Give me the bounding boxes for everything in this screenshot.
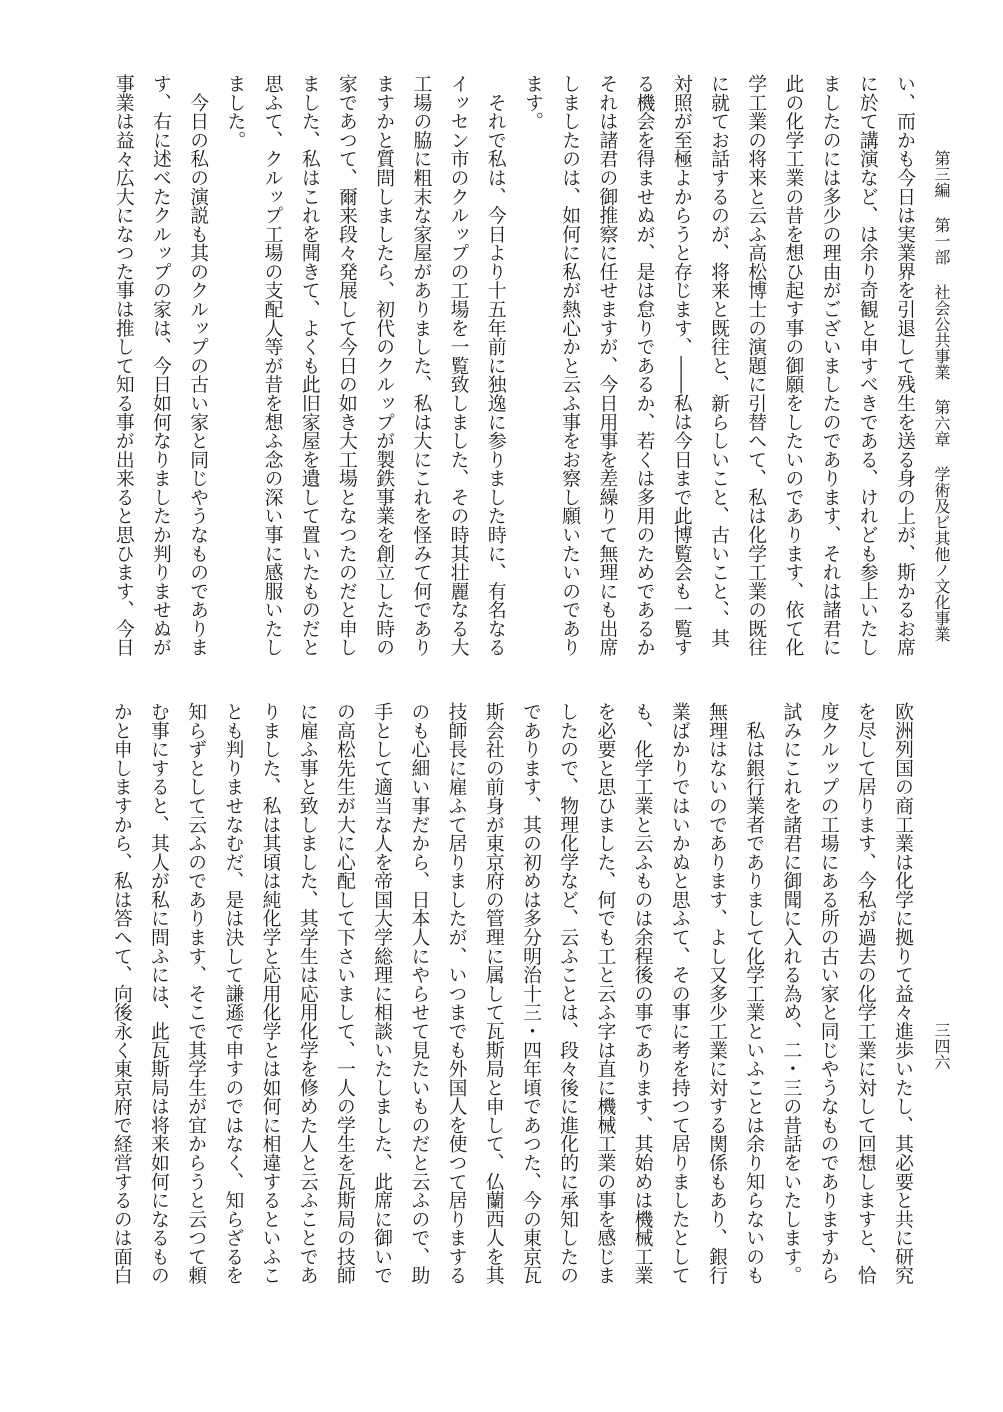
text-column: それで私は、今日より十五年前に独逸に参りました時に、有名なる	[484, 74, 506, 657]
text-column: ます。	[521, 74, 543, 131]
text-column: それは諸君の御推察に任せますが、今日用事を差繰りて無理にも出席	[596, 74, 618, 657]
text-column: 試みにこれを諸君に御聞に入れる為め、二・三の昔話をいたします。	[780, 702, 802, 1285]
text-column: い、而かも今日は実業界を引退して残生を送る身の上が、斯かるお席	[894, 74, 915, 657]
header-part: 社会公共事業	[932, 284, 951, 381]
upper-text-block	[103, 74, 923, 674]
text-column: のも心細い事だから、日本人にやらせて見たいものだと云ふので、助	[408, 702, 430, 1285]
text-column: 技師長に雇ふて居りましたが、いつまでも外国人を使つて居りまする	[445, 702, 467, 1285]
text-column: る機会を得ませぬが、是は怠りであるか、若くは多用のためであるか	[633, 74, 655, 657]
header-part: 第六章	[932, 399, 951, 448]
text-column: の高松先生が大に心配して下さいまして、一人の学生を瓦斯局の技師	[333, 702, 355, 1285]
text-column: イッセン市のクルップの工場を一覧致しました、その時其壮麗なる大	[447, 74, 469, 657]
text-column: 思ふて、クルップ工場の支配人等が昔を想ふ念の深い事に感服いたし	[261, 74, 283, 657]
lower-text-block	[101, 702, 921, 1362]
header-part: 第一部	[932, 217, 951, 266]
text-column: 手として適当な人を帝国大学総理に相談いたしました、此席に御いで	[371, 702, 393, 1285]
text-column: 私は銀行業者でありまして化学工業といふことは余り知らないのも	[743, 702, 765, 1285]
text-column: りました、私は其頃は純化学と応用化学とは如何に相違するといふこ	[259, 702, 281, 1285]
text-column: 業ばかりではいかぬと思ふて、その事に考を持つて居りましたとして	[668, 702, 690, 1285]
text-column: 斯会社の前身が東京府の管理に属して瓦斯局と申して、仏蘭西人を其	[482, 702, 504, 1285]
text-column: 此の化学工業の昔を想ひ起す事の御願をしたいのであります、依て化	[782, 74, 804, 657]
text-column: かと申しますから、私は答へて、向後永く東京府で経営するのは面白	[110, 702, 132, 1285]
text-column: に雇ふ事と致しました、其学生は応用化学を修めた人と云ふことであ	[296, 702, 318, 1285]
text-column: 家であつて、爾来段々発展して今日の如き大工場となつたのだと申し	[335, 74, 357, 657]
text-column: 度クルップの工場にある所の古い家と同じやうなものでありますから	[817, 702, 839, 1285]
text-column: に於て講演など、は余り奇観と申すべきである、けれども参上いたし	[856, 74, 878, 657]
running-header	[931, 150, 951, 656]
text-column: す、右に述べたクルップの家は、今日如何なりましたか判りませぬが	[149, 74, 171, 657]
text-column: を尽して居ります、今私が過去の化学工業に対して回想しますと、恰	[854, 702, 876, 1285]
text-column: とも判りませなむだ、是は決して謙遜で申すのではなく、知らざるを	[222, 702, 244, 1285]
text-column: 今日の私の演説も其のクルップの古い家と同じやうなものでありま	[187, 74, 209, 657]
text-column: も、化学工業と云ふものは余程後の事であります、其始めは機械工業	[631, 702, 653, 1285]
text-column: 対照が至極よからうと存じます、――私は今日まで此博覧会も一覧す	[670, 74, 692, 657]
text-column: 無理はないのであります、よし又多少工業に対する関係もあり、銀行	[705, 702, 727, 1285]
text-column: しましたのは、如何に私が熱心かと云ふ事をお察し願いたいのであり	[559, 74, 581, 657]
text-column: を必要と思ひました、何でも工と云ふ字は直に機械工業の事を感じま	[594, 702, 616, 1285]
text-column: む事にすると、其人が私に問ふには、此瓦斯局は将来如何になるもの	[147, 702, 169, 1285]
text-column: したので、物理化学など、云ふことは、段々後に進化的に承知したの	[557, 702, 579, 1285]
text-column: 知らずとして云ふのであります、そこで其学生が宜からうと云つて頼	[185, 702, 207, 1285]
text-column: 学工業の将来と云ふ高松博士の演題に引替へて、私は化学工業の既往	[745, 74, 767, 657]
text-column: 工場の脇に粗末な家屋がありました、私は大にこれを怪みて何であり	[410, 74, 432, 657]
page-number: 三四六	[932, 1022, 951, 1070]
text-column: ますかと質問しましたら、初代のクルップが製鉄事業を創立した時の	[373, 74, 395, 657]
text-column: に就てお話するのが、将来と既往と、新らしいこと、古いこと、、其	[707, 74, 729, 648]
text-column: 欧洲列国の商工業は化学に拠りて益々進歩いたし、其必要と共に研究	[892, 702, 913, 1285]
header-part: 第三編	[932, 150, 951, 198]
text-column: ました、私はこれを聞きて、よくも此旧家屋を遺して置いたものだと	[298, 74, 320, 657]
text-column: 事業は益々広大になつた事は推して知る事が出来ると思ひます、今日	[112, 74, 134, 657]
text-column: ました。	[224, 74, 246, 150]
text-column: ましたのには多少の理由がございましたのであります、それは諸君に	[819, 74, 841, 657]
header-part: 学術及ビ其他ノ文化事業	[932, 466, 951, 643]
text-column: であります、其の初めは多分明治十三・四年頃であつた、今の東京瓦	[519, 702, 541, 1285]
